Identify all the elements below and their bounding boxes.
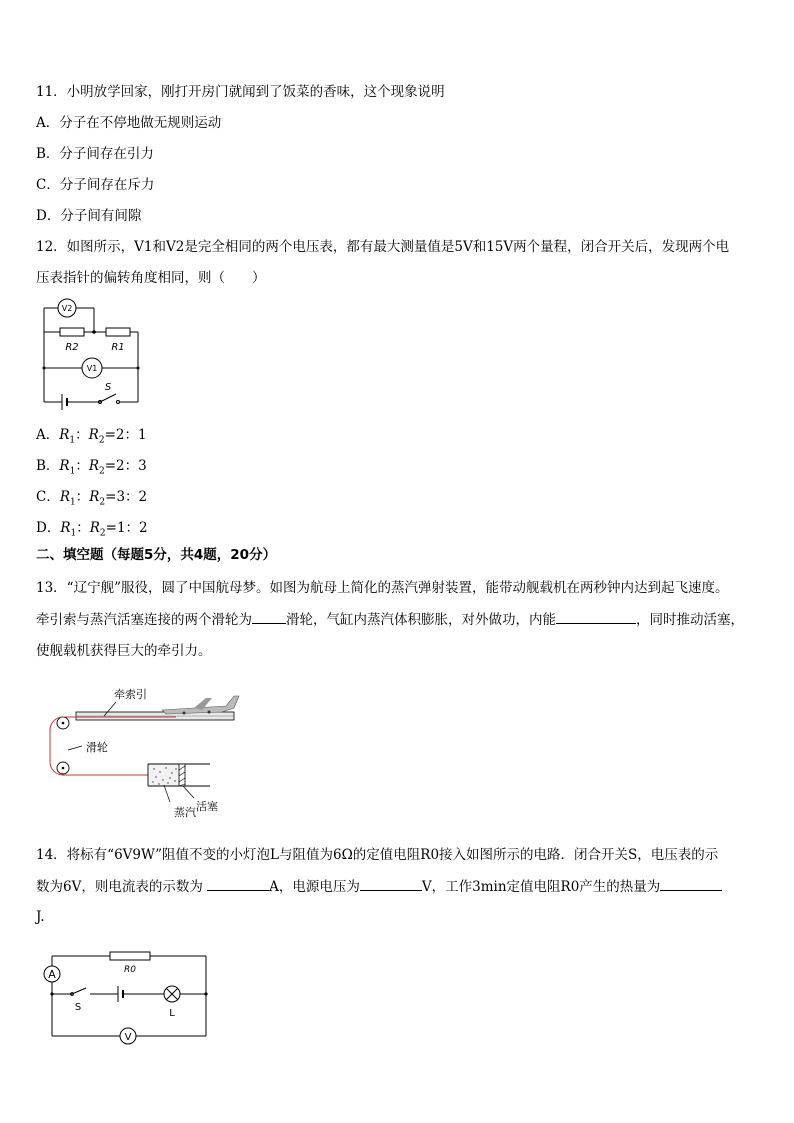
q14-blank-voltage[interactable] — [360, 876, 422, 891]
switch-s-icon — [72, 988, 86, 994]
resistor-r1-icon — [106, 328, 130, 336]
r2-label: R2 — [65, 342, 79, 353]
switch-label: S — [104, 382, 112, 393]
q13-line3: 使舰载机获得巨大的牵引力。 — [36, 643, 212, 659]
r1-label: R1 — [111, 342, 125, 353]
label-piston: 活塞 — [196, 800, 218, 813]
v2-label: V2 — [61, 304, 73, 313]
q13-catapult-diagram — [44, 680, 254, 820]
q14-line3: J. — [36, 909, 45, 925]
lamp-label: L — [169, 1008, 175, 1019]
label-steam: 蒸汽 — [174, 806, 196, 819]
q11-option-c: C．分子间存在斥力 — [36, 177, 155, 193]
voltmeter-label: V — [124, 1032, 132, 1043]
q12-option-c: C．$R_1$：$R_2=3$：2 — [36, 489, 148, 508]
q12-option-b: B．$R_1$：$R_2=2$：3 — [36, 458, 147, 477]
q14-line1: 14．将标有“6V9W”阻值不变的小灯泡L与阻值为6Ω的定值电阻R0接入如图所示的电路．闭合开关S，电压表的示 — [36, 847, 719, 863]
q14-blank-heat[interactable] — [660, 876, 722, 891]
q12-option-d: D．$R_1$：$R_2=1$：2 — [36, 520, 148, 539]
r0-label: R0 — [124, 965, 136, 975]
q13-blank-2[interactable] — [556, 609, 636, 624]
q13-line2: 牵引索与蒸汽活塞连接的两个滑轮为 滑轮，气缸内蒸汽体积膨胀，对外做功，内能 ，同时推动活塞， — [36, 609, 744, 630]
switch-icon — [100, 394, 116, 402]
q12-stem-line1: 12．如图所示，V1和V2是完全相同的两个电压表，都有最大测量值是5V和15V两个量程，闭合开关后，发现两个电 — [36, 239, 730, 255]
piston-icon — [179, 764, 185, 786]
q14-line2: 数为6V，则电流表的示数为 A，电源电压为 V，工作3min定值电阻R0产生的热量为 — [36, 876, 722, 897]
q11-stem: 11．小明放学回家，刚打开房门就闻到了饭菜的香味，这个现象说明 — [36, 84, 445, 100]
label-pulley: 滑轮 — [86, 741, 108, 754]
q13-blank-1[interactable] — [252, 609, 286, 624]
q11-option-a: A．分子在不停地做无规则运动 — [36, 115, 222, 131]
q12-stem-line2: 压表指针的偏转角度相同，则（ ） — [36, 270, 266, 286]
label-cable: 牵索引 — [114, 688, 147, 701]
q11-option-b: B．分子间存在引力 — [36, 146, 154, 162]
ammeter-label: A — [48, 968, 56, 981]
q12-option-a: A．$R_1$：$R_2=2$：1 — [36, 427, 147, 446]
q14-circuit-diagram — [40, 946, 220, 1048]
v1-label: V1 — [86, 364, 98, 373]
resistor-r2-icon — [60, 328, 84, 336]
section-heading: 二、填空题（每题5分，共4题，20分） — [36, 547, 277, 563]
q12-circuit-diagram — [36, 294, 146, 414]
q11-option-d: D．分子间有间隙 — [36, 208, 142, 224]
q13-line1: 13．“辽宁舰”服役，圆了中国航母梦。如图为航母上简化的蒸汽弹射装置，能带动舰载机在两秒钟内达到起飞速度。 — [36, 580, 729, 596]
resistor-r0-icon — [110, 952, 150, 960]
switch-label: S — [74, 1002, 82, 1013]
q14-blank-current[interactable] — [207, 876, 269, 891]
